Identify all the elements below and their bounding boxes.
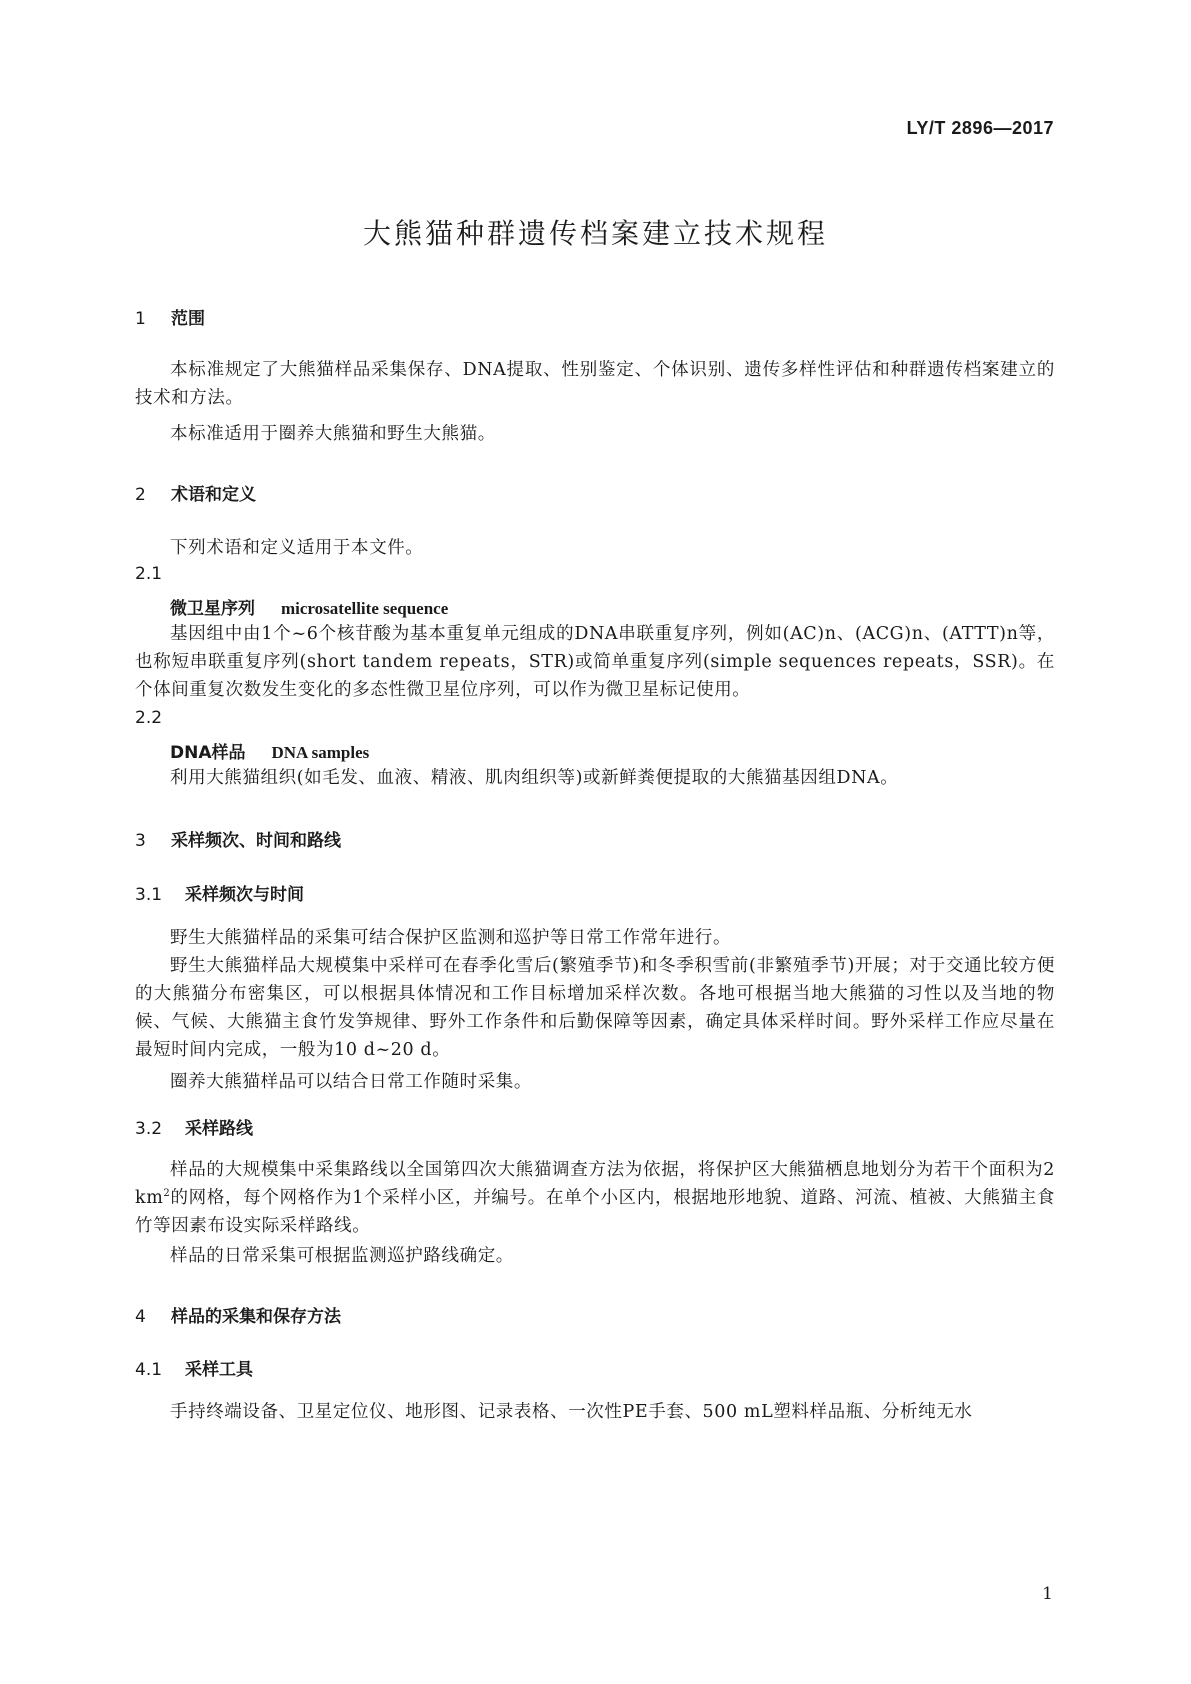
- paragraph: 野生大熊猫样品的采集可结合保护区监测和巡护等日常工作常年进行。: [170, 928, 732, 948]
- paragraph: 下列术语和定义适用于本文件。: [170, 538, 424, 558]
- paragraph: 本标准规定了大熊猫样品采集保存、DNA提取、性别鉴定、个体识别、遗传多样性评估和种群遗传档案建立的技术和方法。: [135, 360, 1055, 408]
- page-number: 1: [1042, 1584, 1053, 1604]
- section-2-heading: [135, 480, 256, 505]
- text-run: 样品的大规模集中采集路线以全国第四次大熊猫调查方法为依据，将保护区大熊猫栖息地划分为若干个面积为2 km: [135, 1160, 1055, 1208]
- section-number: 1: [135, 309, 146, 329]
- term-entry: [170, 594, 448, 619]
- definition: 利用大熊猫组织(如毛发、血液、精液、肌肉组织等)或新鲜粪便提取的大熊猫基因组DNA。: [170, 768, 899, 788]
- definition: 基因组中由1个~6个核苷酸为基本重复单元组成的DNA串联重复序列，例如(AC)n、(ACG)n、(ATTT)n等，也称短串联重复序列(short tandem repeats，STR)或简单重复序列(simple sequences repeats，SSR)。在个体间重复次数发生变化的多态性微卫星位序列，可以作为微卫星标记使用。: [135, 624, 1055, 700]
- section-title: 术语和定义: [171, 485, 256, 505]
- section-number: 3: [135, 831, 146, 851]
- subsection-3-2-heading: [135, 1114, 253, 1139]
- section-number: 2: [135, 485, 146, 505]
- term-en: microsatellite sequence: [281, 599, 449, 618]
- standard-code: LY/T 2896—2017: [906, 118, 1054, 138]
- term-entry: [170, 738, 369, 763]
- term-zh: DNA样品: [170, 743, 246, 763]
- superscript: 2: [163, 1188, 171, 1200]
- clause-number: 2.2: [135, 708, 163, 728]
- section-title: 样品的采集和保存方法: [171, 1307, 341, 1327]
- section-title: 范围: [171, 309, 205, 329]
- term-zh: 微卫星序列: [170, 599, 255, 619]
- section-4-heading: [135, 1302, 341, 1327]
- section-number: 4: [135, 1307, 146, 1327]
- paragraph: 野生大熊猫样品大规模集中采样可在春季化雪后(繁殖季节)和冬季积雪前(非繁殖季节)开展；对于交通比较方便的大熊猫分布密集区，可以根据具体情况和工作目标增加采样次数。各地可根据当地大熊猫的习性以及当地的物候、气候、大熊猫主食竹发笋规律、野外工作条件和后勤保障等因素，确定具体采样时间。野外采样工作应尽量在最短时间内完成，一般为10 d~20 d。: [135, 956, 1055, 1060]
- section-number: 3.2: [135, 1119, 163, 1139]
- subsection-3-1-heading: [135, 880, 304, 905]
- paragraph: [135, 1156, 1055, 1240]
- section-1-heading: [135, 304, 205, 329]
- section-title: 采样工具: [185, 1360, 253, 1380]
- section-title: 采样频次与时间: [185, 885, 304, 905]
- paragraph: 本标准适用于圈养大熊猫和野生大熊猫。: [170, 424, 496, 444]
- paragraph: 手持终端设备、卫星定位仪、地形图、记录表格、一次性PE手套、500 mL塑料样品瓶、分析纯无水: [170, 1402, 973, 1422]
- paragraph: 样品的日常采集可根据监测巡护路线确定。: [170, 1246, 514, 1266]
- section-number: 3.1: [135, 885, 163, 905]
- term-en: DNA samples: [271, 743, 370, 762]
- page-title: 大熊猫种群遗传档案建立技术规程: [362, 217, 828, 250]
- subsection-4-1-heading: [135, 1355, 253, 1380]
- section-number: 4.1: [135, 1360, 163, 1380]
- section-title: 采样频次、时间和路线: [171, 831, 341, 851]
- clause-number: 2.1: [135, 564, 163, 584]
- paragraph: 圈养大熊猫样品可以结合日常工作随时采集。: [170, 1072, 532, 1092]
- text-run: 的网格，每个网格作为1个采样小区，并编号。在单个小区内，根据地形地貌、道路、河流、植被、大熊猫主食竹等因素布设实际采样路线。: [135, 1188, 1055, 1236]
- section-3-heading: [135, 826, 341, 851]
- section-title: 采样路线: [185, 1119, 253, 1139]
